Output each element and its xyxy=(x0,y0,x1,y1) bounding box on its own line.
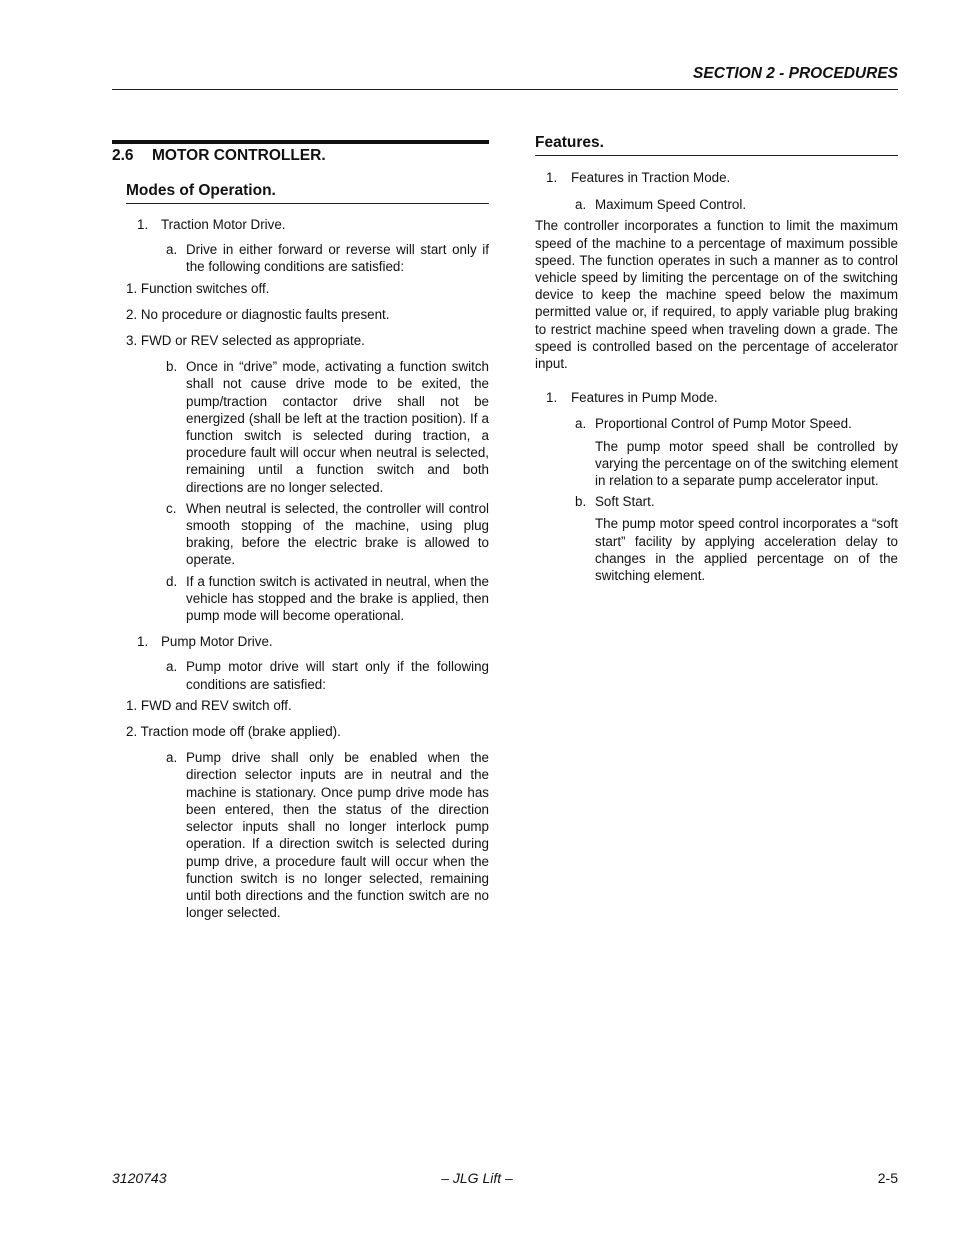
pump-speed-paragraph: The pump motor speed shall be controlled by varying the percentage on of the switching element in relation to a separate pump accelerator input. xyxy=(595,438,898,489)
left-column xyxy=(112,140,489,921)
item-title: Features in Pump Mode. xyxy=(571,390,718,406)
list-item xyxy=(137,216,489,233)
item-marker: a. xyxy=(575,197,587,213)
header-rule xyxy=(112,89,898,90)
list-item xyxy=(546,169,898,186)
modes-heading: Modes of Operation. xyxy=(126,182,489,204)
document-number: 3120743 xyxy=(112,1170,167,1186)
section-number: 2.6 xyxy=(112,147,134,164)
item-text: Drive in either forward or reverse will start only if the following conditions are satisfied: xyxy=(186,242,489,275)
footer-publisher: – JLG Lift – xyxy=(441,1170,513,1186)
item-marker: a. xyxy=(166,750,178,766)
item-text: Pump drive shall only be enabled when the direction selector inputs are in neutral and the machine is stationary. Once pump drive mode has been entered, then the status of the direction selector inputs shall no longer interlock pump operation. If a direction switch is selected during pump drive, a procedure fault will occur when the function switch is no longer selected, remaining until both directions and the function switch are no longer selected. xyxy=(186,750,489,921)
speed-control-paragraph: The controller incorporates a function to limit the maximum speed of the machine to a percentage of maximum possible speed. The function operates in such a manner as to control vehicle speed by limiting the percentage on of the switching device to keep the machine speed below the maximum permitted value or, if required, to apply variable plug braking to restrict machine speed when traveling down a grade. The speed is controlled based on the percentage of accelerator input. xyxy=(535,218,898,372)
page-number: 2-5 xyxy=(877,1170,898,1186)
section-title: MOTOR CONTROLLER. xyxy=(152,147,326,164)
item-marker: b. xyxy=(575,494,587,510)
item-title: Traction Motor Drive. xyxy=(161,217,286,232)
section-heading xyxy=(112,140,489,169)
section-header: SECTION 2 - PROCEDURES xyxy=(693,65,898,82)
list-item xyxy=(575,493,898,510)
list-item xyxy=(546,389,898,406)
list-item xyxy=(575,415,898,432)
item-title: Soft Start. xyxy=(595,494,655,510)
condition: 1. FWD and REV switch off. xyxy=(126,697,292,713)
item-text: If a function switch is activated in neutral, when the vehicle has stopped and the brake is applied, then pump mode will become operational. xyxy=(186,573,489,624)
item-number: 1. xyxy=(137,217,149,232)
right-column xyxy=(535,134,898,584)
item-marker: a. xyxy=(166,242,178,258)
item-marker: a. xyxy=(575,416,587,432)
list-item xyxy=(166,749,489,921)
item-title: Features in Traction Mode. xyxy=(571,170,731,185)
list-item xyxy=(575,196,898,213)
item-title: Pump Motor Drive. xyxy=(161,634,273,650)
item-marker: b. xyxy=(166,359,178,375)
condition: 1. Function switches off. xyxy=(126,280,270,296)
item-number: 1. xyxy=(546,390,558,406)
item-title: Maximum Speed Control. xyxy=(595,197,747,213)
soft-start-paragraph: The pump motor speed control incorporates a “soft start” facility by applying acceleration delay to changes in the applied percentage on of the switching element. xyxy=(595,516,898,584)
item-title: Proportional Control of Pump Motor Speed. xyxy=(595,416,852,432)
item-text: Once in “drive” mode, activating a function switch shall not cause drive mode to be exited, the pump/traction contactor drive shall not be energized (shall be left at the traction position). If a function switch is selected during traction, a procedure fault will occur when neutral is selected, remaining until a function switch and both directions are no longer selected. xyxy=(186,359,489,495)
list-item xyxy=(166,658,489,692)
item-text: Pump motor drive will start only if the following conditions are satisfied: xyxy=(186,659,489,692)
condition: 2. Traction mode off (brake applied). xyxy=(126,724,341,740)
list-item xyxy=(166,500,489,569)
item-number: 1. xyxy=(546,170,558,185)
item-text: When neutral is selected, the controller will control smooth stopping of the machine, using plug braking, before the electric brake is allowed to operate. xyxy=(186,500,489,568)
list-item xyxy=(137,633,489,650)
features-heading: Features. xyxy=(535,134,898,156)
item-marker: c. xyxy=(166,500,177,516)
item-marker: d. xyxy=(166,573,178,589)
item-marker: a. xyxy=(166,659,178,675)
item-number: 1. xyxy=(137,634,149,650)
list-item xyxy=(166,358,489,496)
list-item xyxy=(166,573,489,625)
condition: 3. FWD or REV selected as appropriate. xyxy=(126,333,365,349)
list-item xyxy=(166,241,489,275)
condition: 2. No procedure or diagnostic faults present. xyxy=(126,306,390,322)
